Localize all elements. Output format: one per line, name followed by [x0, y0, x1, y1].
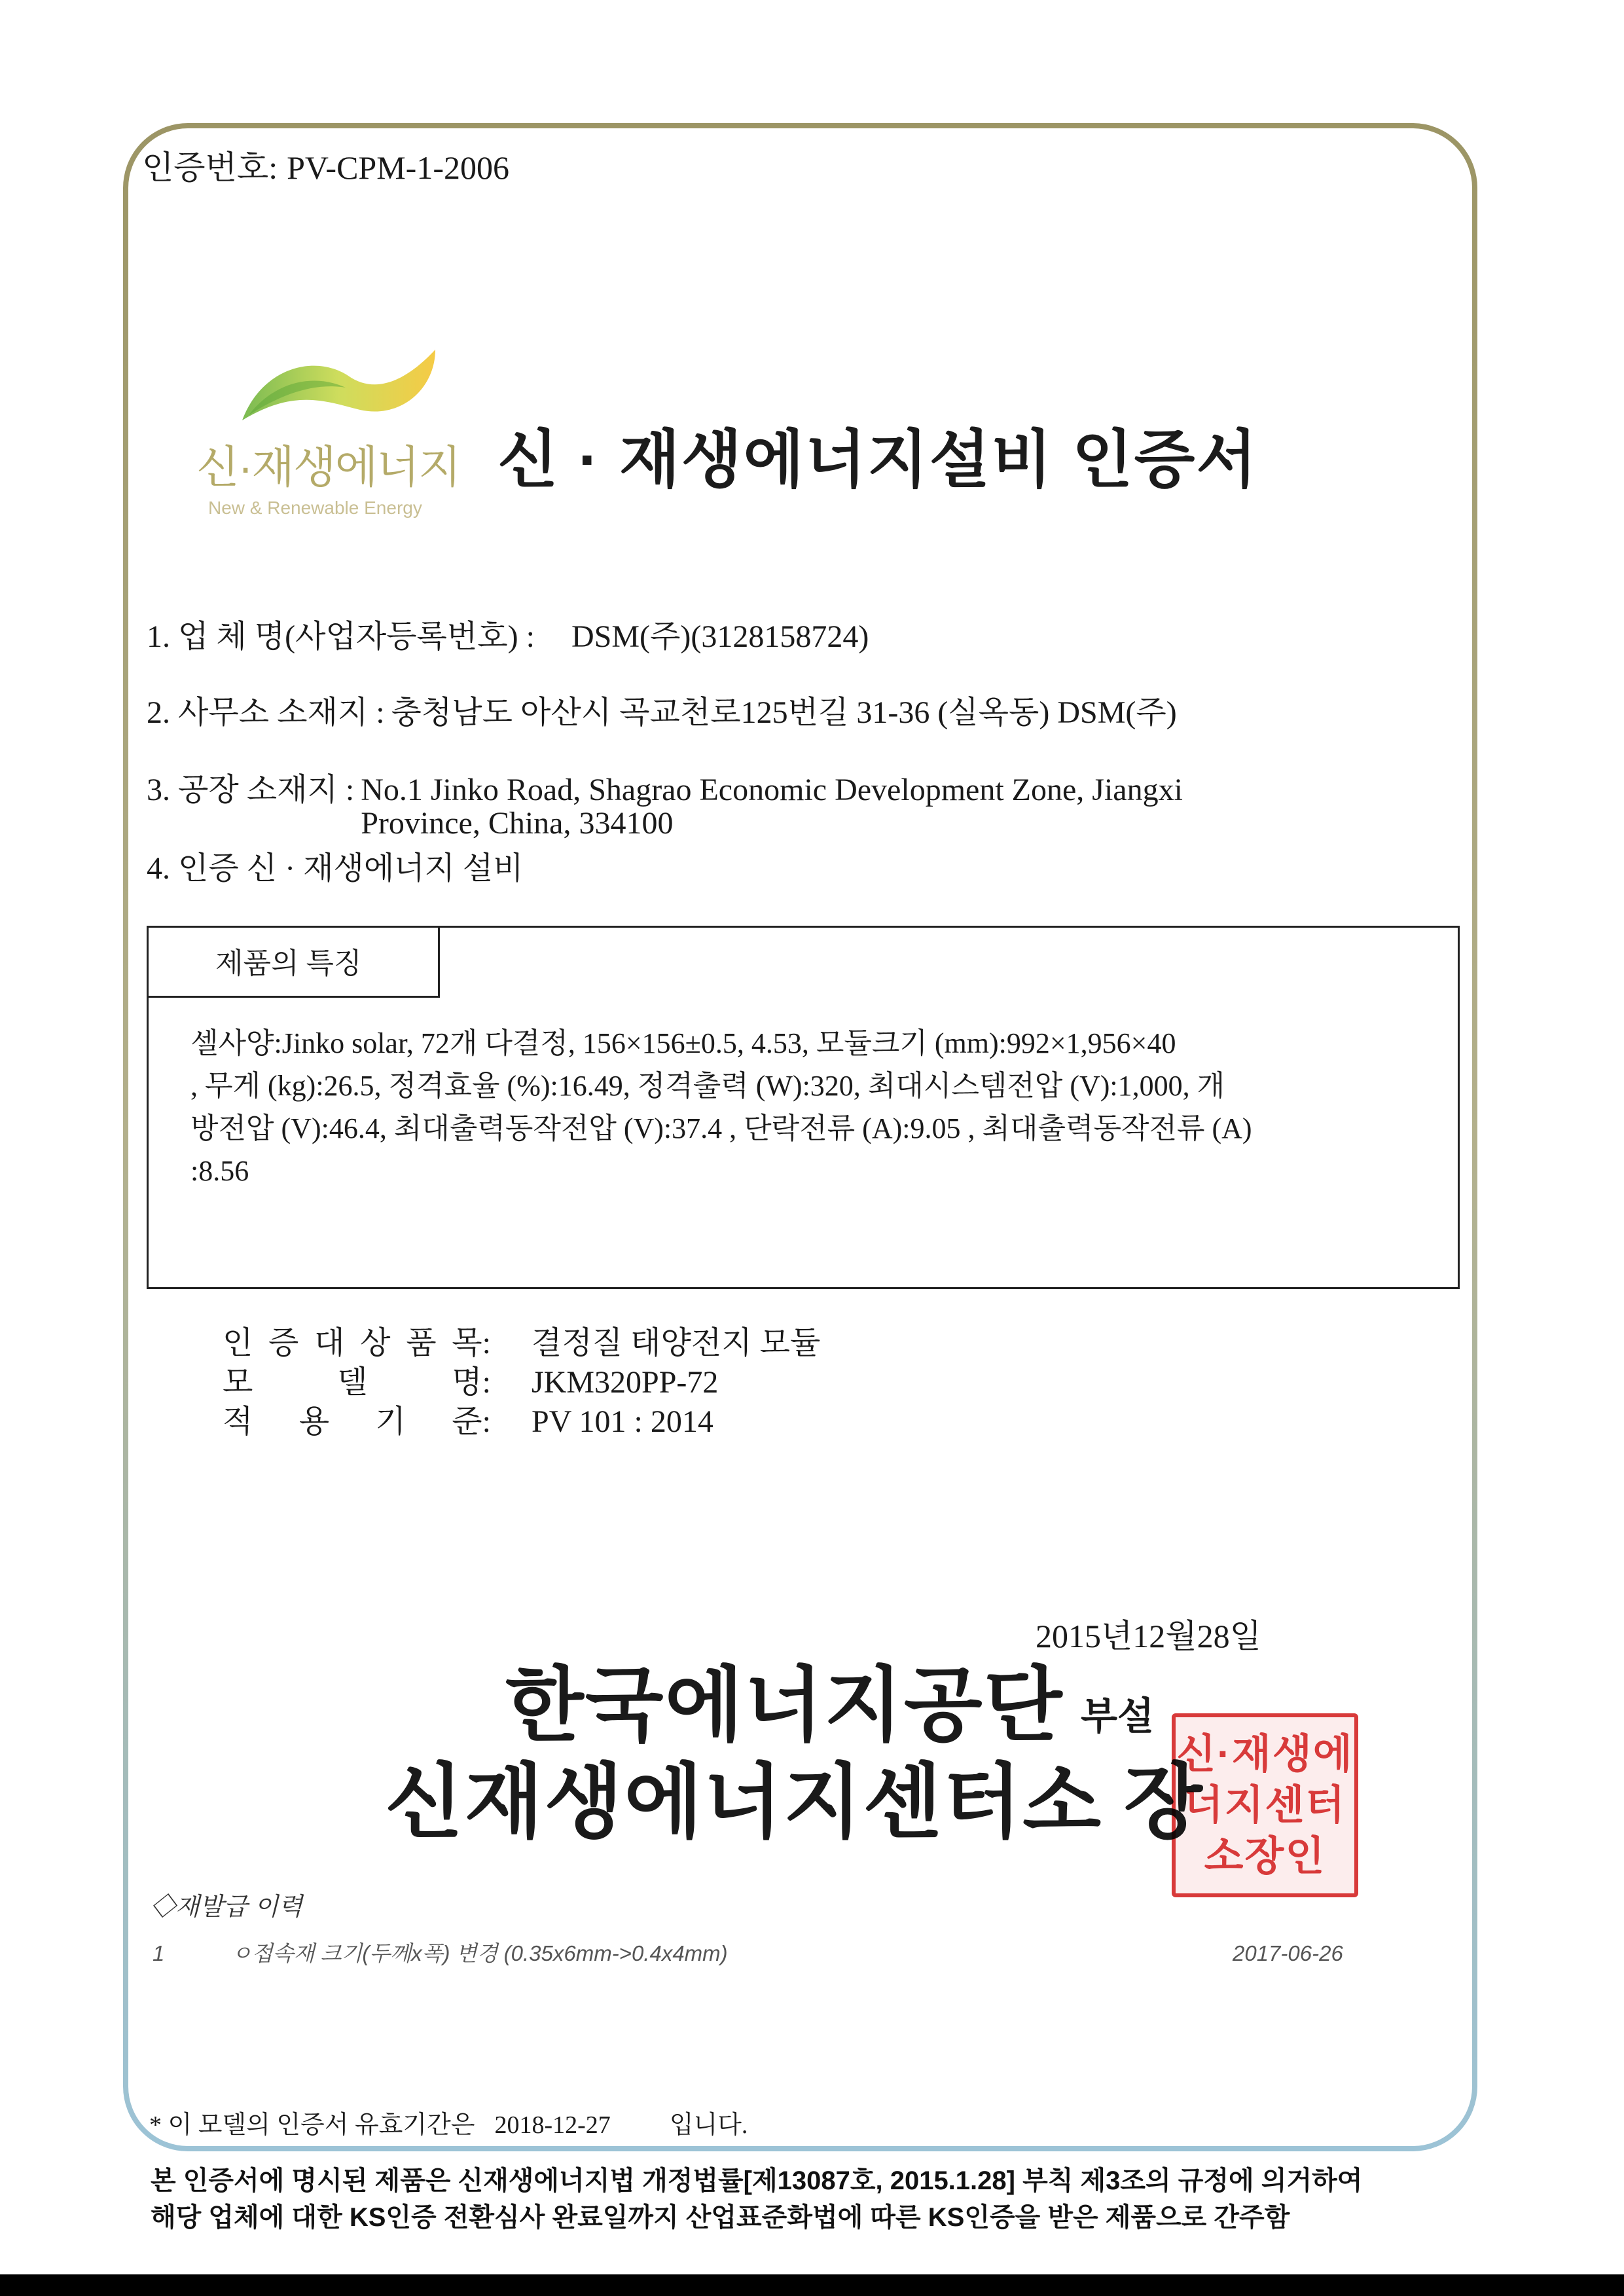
footnote-line: 해당 업체에 대한 KS인증 전환심사 완료일까지 산업표준화법에 따른 KS인증을 받은 제품으로 간주함 — [151, 2203, 1290, 2232]
field-factory-address — [147, 773, 1183, 840]
validity-notice — [149, 2110, 748, 2140]
issuer-director: 신재생에너지센터소 장 — [385, 1758, 1204, 1848]
scan-edge-bar — [0, 2274, 1624, 2296]
feature-line: :8.56 — [190, 1155, 249, 1187]
reissue-history-title: ◇재발급 이력 — [151, 1893, 303, 1921]
certificate-number-label: 인증번호: — [142, 149, 278, 186]
field-label: 2. 사무소 소재지 : — [147, 695, 385, 730]
seal-text: 너지센터 — [1183, 1783, 1346, 1828]
item-row-model — [223, 1363, 820, 1402]
feature-line: , 무게 (kg):26.5, 정격효율 (%):16.49, 정격출력 (W):320, 최대시스템전압 (V):1,000, 개 — [190, 1070, 1225, 1102]
item-row-standard — [223, 1402, 820, 1442]
seal-text: 신·재생에 — [1176, 1732, 1354, 1777]
field-label: 3. 공장 소재지 : — [147, 773, 355, 807]
product-features-tab-label: 제품의 특징 — [215, 947, 362, 979]
validity-prefix: * 이 모델의 인증서 유효기간은 — [149, 2111, 475, 2139]
certificate-number — [142, 148, 509, 187]
feature-line: 방전압 (V):46.4, 최대출력동작전압 (V):37.4 , 단락전류 (A):9.05 , 최대출력동작전류 (A) — [190, 1112, 1252, 1144]
validity-suffix: 입니다. — [669, 2111, 748, 2139]
logo-text-korean: 신·재생에너지 — [196, 443, 460, 492]
certificate-number-value: PV-CPM-1-2006 — [287, 149, 509, 186]
field-certified-equipment — [147, 850, 524, 888]
product-features-text — [190, 1022, 1252, 1192]
field-value: 충청남도 아산시 곡교천로125번길 31-36 (실옥동) DSM(주) — [391, 695, 1177, 730]
item-label: 모 델 명: — [223, 1365, 491, 1400]
reissue-entry-number: 1 — [153, 1941, 165, 1965]
document-title: 신 · 재생에너지설비 인증서 — [497, 425, 1259, 495]
certified-items — [223, 1324, 820, 1442]
issuer-agency-suffix: 부설 — [1081, 1695, 1155, 1738]
reissue-entry-date: 2017-06-26 — [1233, 1941, 1343, 1965]
field-value — [361, 773, 1183, 840]
product-features-tab — [149, 928, 440, 998]
address-line: Province, China, 334100 — [361, 806, 674, 841]
field-label: 1. 업 체 명(사업자등록번호) : — [147, 619, 535, 654]
issue-date: 2015년12월28일 — [1036, 1618, 1261, 1654]
field-label: 4. 인증 신 · 재생에너지 설비 — [147, 851, 524, 886]
validity-date: 2018-12-27 — [494, 2111, 611, 2139]
feature-line: 셀사양:Jinko solar, 72개 다결정, 156×156±0.5, 4.53, 모듈크기 (mm):992×1,956×40 — [190, 1027, 1176, 1059]
footnote-line: 본 인증서에 명시된 제품은 신재생에너지법 개정법률[제13087호, 2015.1.28] 부칙 제3조의 규정에 의거하여 — [151, 2166, 1363, 2195]
address-line: No.1 Jinko Road, Shagrao Economic Development Zone, Jiangxi — [361, 773, 1183, 807]
item-label: 인 증 대 상 품 목: — [223, 1326, 491, 1360]
item-value: PV 101 : 2014 — [532, 1404, 713, 1439]
item-value: 결정질 태양전지 모듈 — [532, 1326, 821, 1360]
leaf-logo-icon — [236, 342, 445, 430]
item-value: JKM320PP-72 — [532, 1365, 719, 1400]
field-company — [147, 618, 869, 656]
item-label: 적 용 기 준: — [223, 1404, 491, 1439]
logo-text-english: New & Renewable Energy — [208, 498, 422, 518]
item-row-product — [223, 1324, 820, 1363]
reissue-entry-description: ㅇ접속재 크기(두께x폭) 변경 (0.35x6mm->0.4x4mm) — [231, 1941, 728, 1965]
seal-text: 소장인 — [1204, 1834, 1326, 1879]
product-features-box — [147, 926, 1460, 1289]
field-office-address — [147, 694, 1177, 732]
field-value: DSM(주)(3128158724) — [571, 619, 869, 654]
official-seal — [1172, 1713, 1358, 1897]
issuer-agency: 한국에너지공단 — [505, 1661, 1064, 1751]
